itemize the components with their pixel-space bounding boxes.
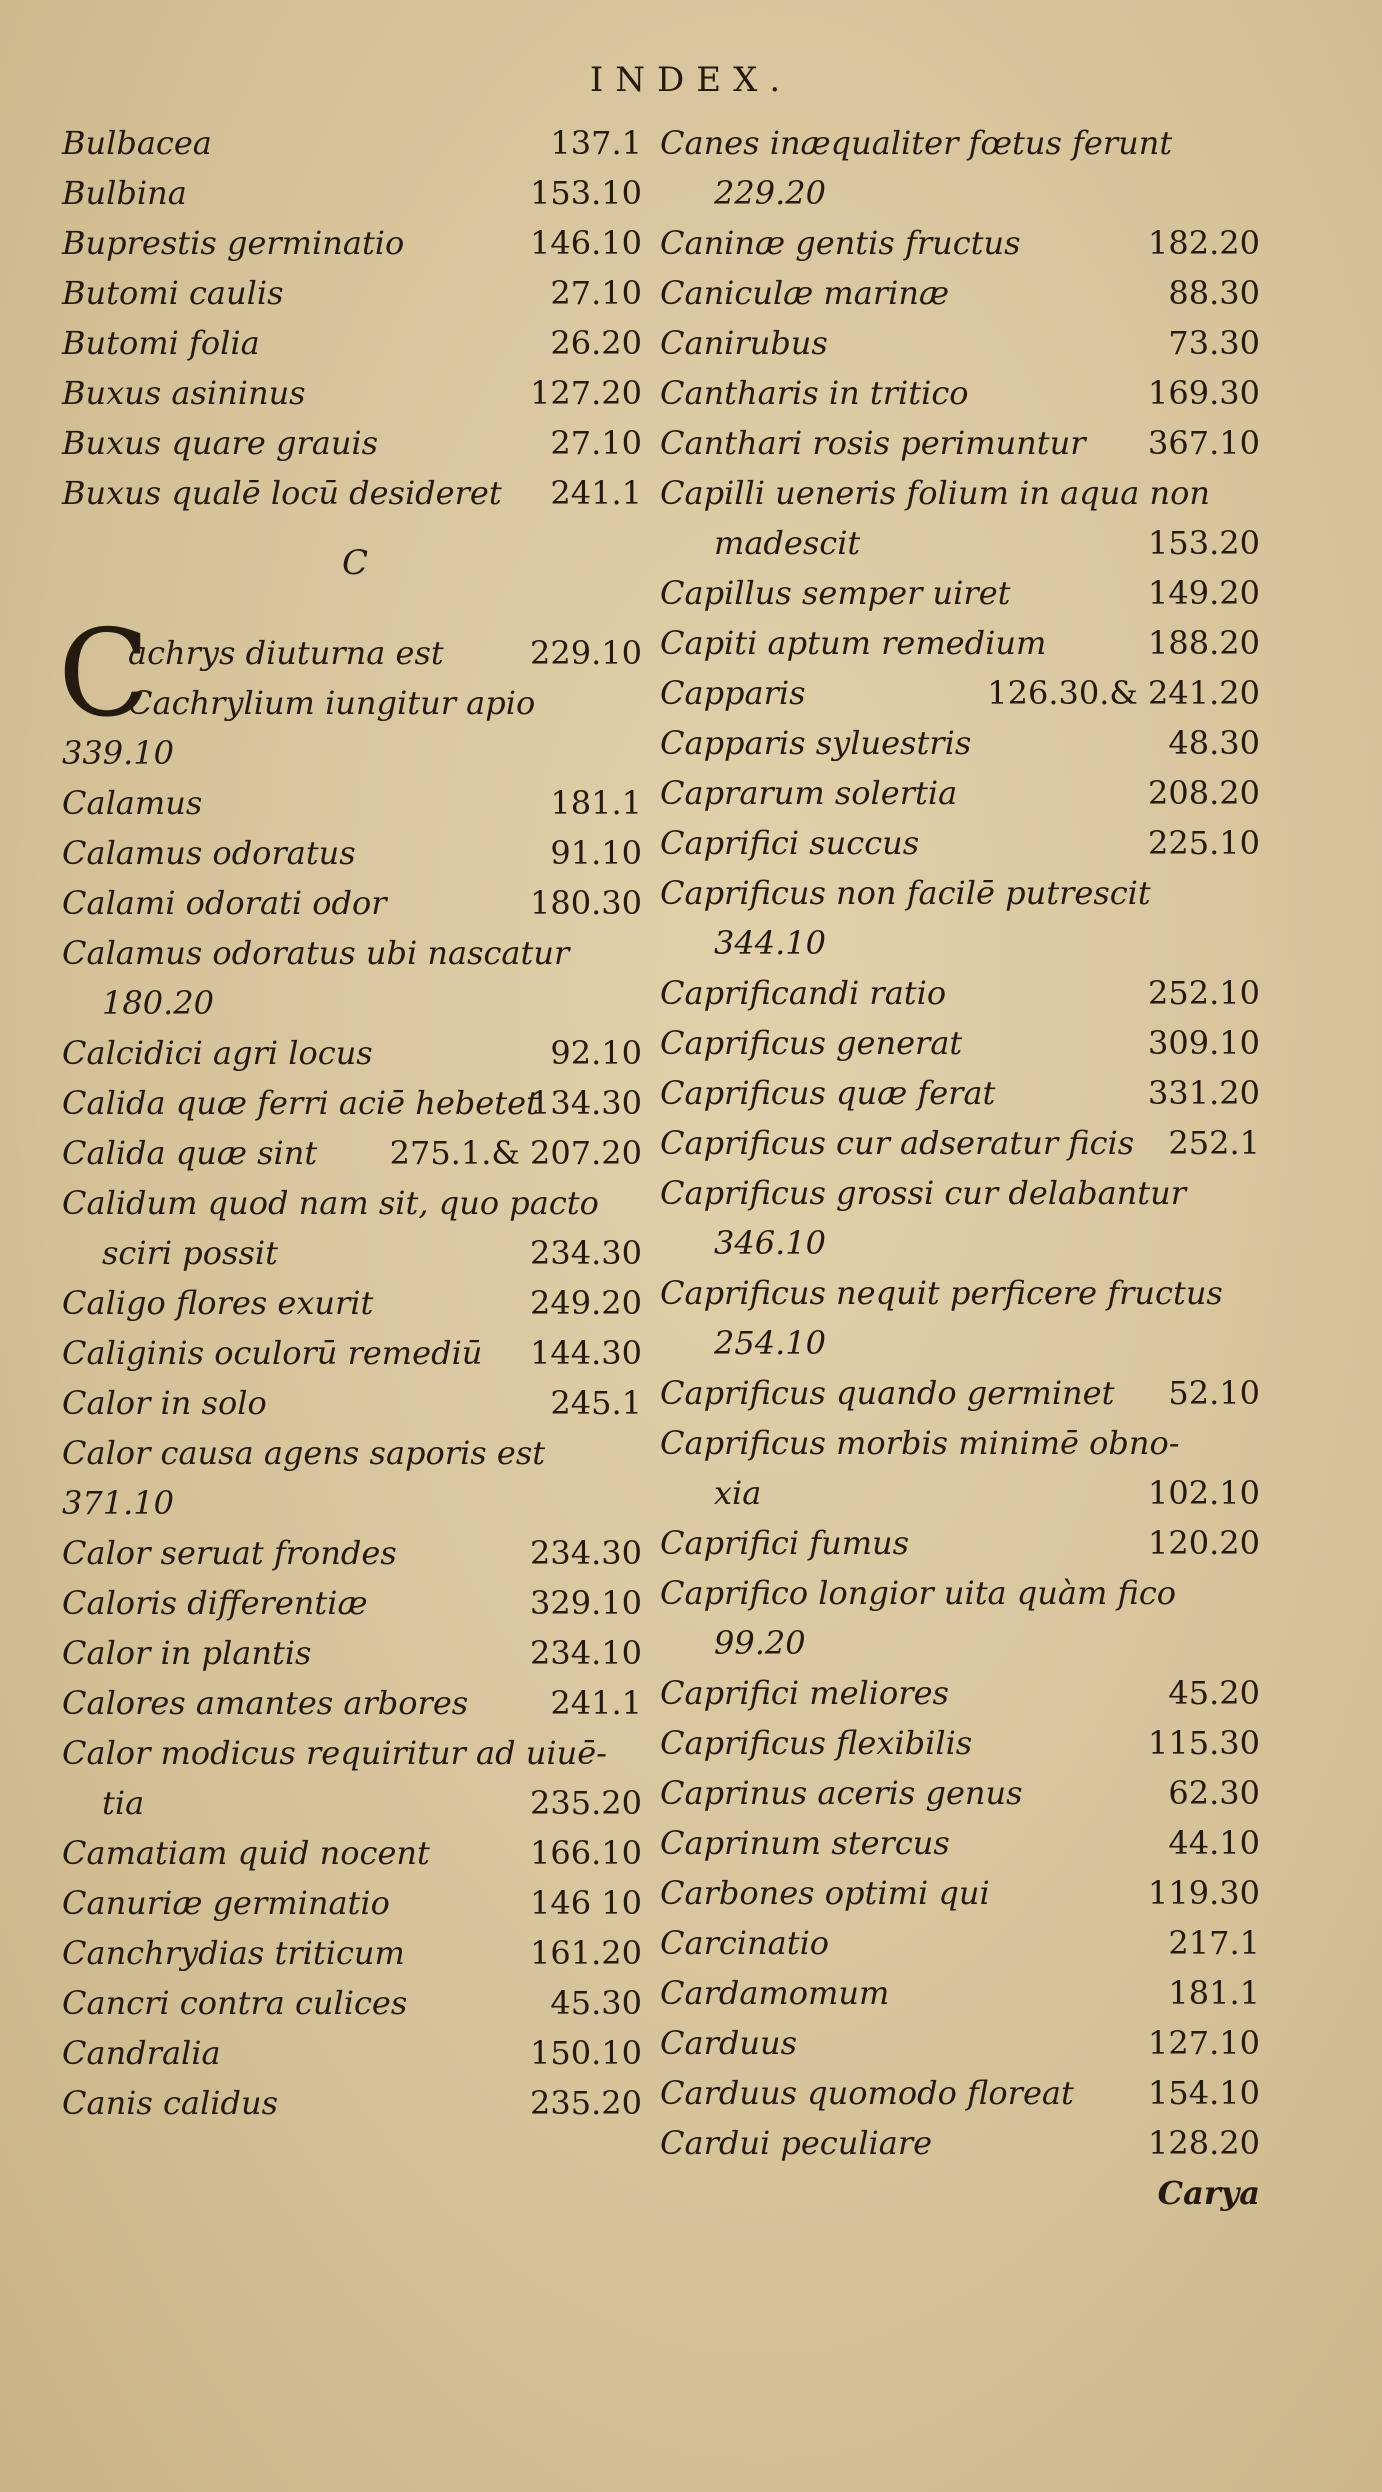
- entry-page: 181.1: [550, 784, 642, 822]
- index-entry: [62, 1728, 642, 1778]
- entry-term: Canuriæ germinatio: [62, 1884, 390, 1922]
- entry-term: Caprificus quando germinet: [660, 1374, 1115, 1412]
- index-entry: [660, 668, 1260, 718]
- entry-term: Caprarum solertia: [660, 774, 958, 812]
- entry-term: Capiti aptum remedium: [660, 624, 1047, 662]
- entry-term: Carcinatio: [660, 1924, 830, 1962]
- entry-term: Cancri contra culices: [62, 1984, 408, 2022]
- index-entry: [660, 1418, 1260, 1468]
- index-entry: [62, 1528, 642, 1578]
- entry-page: 166.10: [530, 1834, 642, 1872]
- entry-page: 137.1: [550, 124, 642, 162]
- entry-term: Cantharis in tritico: [660, 374, 969, 412]
- entry-term: Caprificus morbis minimē obno-: [660, 1424, 1180, 1462]
- entry-page: 234.30: [530, 1234, 642, 1272]
- index-entry: [62, 1478, 642, 1528]
- entry-term: Caprificus non facilē putrescit: [660, 874, 1151, 912]
- left-column: [58, 118, 642, 2128]
- entry-page: 27.10: [550, 424, 642, 462]
- entry-term: Calida quæ ferri aciē hebetet: [62, 1084, 539, 1122]
- entry-page: 144.30: [530, 1334, 642, 1372]
- entry-page: 241.1: [550, 474, 642, 512]
- entry-term: Canes inæqualiter fœtus ferunt: [660, 124, 1173, 162]
- entry-term: Cardamomum: [660, 1974, 890, 2012]
- index-entry: [62, 2078, 642, 2128]
- index-entry: [62, 728, 642, 778]
- index-entry: [660, 768, 1260, 818]
- entry-page: 229.10: [530, 634, 642, 672]
- entry-page: 120.20: [1148, 1524, 1260, 1562]
- entry-term: 180.20: [102, 984, 214, 1022]
- entry-page: 102.10: [1148, 1474, 1260, 1512]
- entry-term: Calamus odoratus ubi nascatur: [62, 934, 570, 972]
- index-entry: [660, 1168, 1260, 1218]
- entry-page: 91.10: [550, 834, 642, 872]
- index-entry: [660, 1818, 1260, 1868]
- entry-page: 153.20: [1148, 524, 1260, 562]
- index-entry: [660, 2118, 1260, 2168]
- index-entry: [62, 1128, 642, 1178]
- index-entry: [660, 1518, 1260, 1568]
- entry-page: 88.30: [1168, 274, 1260, 312]
- entry-term: Calida quæ sint: [62, 1134, 318, 1172]
- index-entry: [660, 568, 1260, 618]
- entry-term: Caprificandi ratio: [660, 974, 947, 1012]
- entry-term: xia: [714, 1474, 762, 1512]
- entry-term: Calor in solo: [62, 1384, 267, 1422]
- entry-page: 126.30.& 241.20: [987, 674, 1260, 712]
- index-entry: [62, 1878, 642, 1928]
- right-column: [660, 118, 1260, 2218]
- section-letter: C: [342, 543, 369, 583]
- index-entry: [660, 1268, 1260, 1318]
- index-entry: [660, 518, 1260, 568]
- entry-term: 229.20: [714, 174, 826, 212]
- entry-page: 309.10: [1148, 1024, 1260, 1062]
- entry-term: Calamus odoratus: [62, 834, 356, 872]
- entry-term: Canchrydias triticum: [62, 1934, 405, 1972]
- entry-page: 169.30: [1148, 374, 1260, 412]
- entry-page: 115.30: [1148, 1724, 1260, 1762]
- entry-term: Calcidici agri locus: [62, 1034, 373, 1072]
- entry-term: Canis calidus: [62, 2084, 278, 2122]
- entry-term: Bulbina: [62, 174, 187, 212]
- index-entry: [62, 828, 642, 878]
- entry-term: 346.10: [714, 1224, 826, 1262]
- entry-term: Caprificus quæ ferat: [660, 1074, 996, 1112]
- entry-page: 26.20: [550, 324, 642, 362]
- index-entry: [660, 168, 1260, 218]
- entry-term: Calor modicus requiritur ad uiuē-: [62, 1734, 607, 1772]
- entry-term: Capparis syluestris: [660, 724, 972, 762]
- entry-term: Calor in plantis: [62, 1634, 312, 1672]
- entry-page: 149.20: [1148, 574, 1260, 612]
- index-entry: [660, 268, 1260, 318]
- entry-page: 153.10: [530, 174, 642, 212]
- entry-page: 329.10: [530, 1584, 642, 1622]
- entry-term: Calami odorati odor: [62, 884, 387, 922]
- index-entry: [660, 818, 1260, 868]
- entry-term: Caprinus aceris genus: [660, 1774, 1023, 1812]
- index-entry: [62, 1178, 642, 1228]
- entry-term: Capillus semper uiret: [660, 574, 1011, 612]
- catchword: Carya: [1157, 2174, 1260, 2212]
- entry-page: 180.30: [530, 884, 642, 922]
- entry-term: Caligo flores exurit: [62, 1284, 374, 1322]
- page-header: INDEX.: [589, 60, 793, 100]
- index-entry: [62, 368, 642, 418]
- index-entry: [660, 1918, 1260, 1968]
- index-entry: [62, 1678, 642, 1728]
- index-entry: [62, 268, 642, 318]
- entry-page: 161.20: [530, 1934, 642, 1972]
- entry-page: 45.20: [1168, 1674, 1260, 1712]
- entry-page: 275.1.& 207.20: [389, 1134, 642, 1172]
- index-entry: [62, 1928, 642, 1978]
- entry-page: 127.20: [530, 374, 642, 412]
- entry-page: 127.10: [1148, 2024, 1260, 2062]
- entry-page: 235.20: [530, 1784, 642, 1822]
- index-entry: [62, 978, 642, 1028]
- index-entry: [62, 1628, 642, 1678]
- entry-term: Caprificus cur adseratur ficis: [660, 1124, 1135, 1162]
- entry-term: achrys diuturna est: [128, 634, 444, 672]
- index-entry: [62, 1028, 642, 1078]
- entry-term: tia: [102, 1784, 145, 1822]
- entry-page: 146.10: [530, 224, 642, 262]
- index-entry: [660, 1568, 1260, 1618]
- index-entry: [62, 318, 642, 368]
- entry-term: Carbones optimi qui: [660, 1874, 990, 1912]
- entry-term: Bulbacea: [62, 124, 212, 162]
- entry-term: Buxus qualē locū desideret: [62, 474, 502, 512]
- index-entry: [62, 1378, 642, 1428]
- entry-term: Calamus: [62, 784, 203, 822]
- index-entry: [660, 918, 1260, 968]
- entry-term: Caloris differentiæ: [62, 1584, 368, 1622]
- entry-term: Calor seruat frondes: [62, 1534, 397, 1572]
- entry-term: Buxus quare grauis: [62, 424, 379, 462]
- entry-page: 128.20: [1148, 2124, 1260, 2162]
- entry-term: Calor causa agens saporis est: [62, 1434, 546, 1472]
- entry-term: Caprifico longior uita quàm fico: [660, 1574, 1177, 1612]
- entry-term: Caprificus nequit perficere fructus: [660, 1274, 1223, 1312]
- entry-term: Butomi caulis: [62, 274, 284, 312]
- entry-page: 234.30: [530, 1534, 642, 1572]
- entry-term: Carduus quomodo floreat: [660, 2074, 1074, 2112]
- entry-term: Caliginis oculorū remediū: [62, 1334, 483, 1372]
- entry-page: 92.10: [550, 1034, 642, 1072]
- entry-term: Camatiam quid nocent: [62, 1834, 430, 1872]
- entry-page: 225.10: [1148, 824, 1260, 862]
- entry-term: sciri possit: [102, 1234, 278, 1272]
- index-entry: [660, 1218, 1260, 1268]
- index-entry: [660, 2068, 1260, 2118]
- entry-page: 252.10: [1148, 974, 1260, 1012]
- entry-page: 44.10: [1168, 1824, 1260, 1862]
- entry-page: 234.10: [530, 1634, 642, 1672]
- entry-page: 73.30: [1168, 324, 1260, 362]
- index-entry: [62, 1278, 642, 1328]
- index-entry: [62, 418, 642, 468]
- index-entry: [62, 678, 642, 728]
- entry-term: Candralia: [62, 2034, 221, 2072]
- index-entry: [660, 218, 1260, 268]
- index-entry: [660, 1968, 1260, 2018]
- index-entry: [660, 1118, 1260, 1168]
- index-entry: [660, 968, 1260, 1018]
- index-entry: [660, 418, 1260, 468]
- index-entry: [62, 168, 642, 218]
- entry-term: Capparis: [660, 674, 806, 712]
- entry-term: Butomi folia: [62, 324, 260, 362]
- index-entry: [62, 468, 642, 518]
- entry-page: 134.30: [530, 1084, 642, 1122]
- index-entry: [660, 1318, 1260, 1368]
- entry-term: Capilli ueneris folium in aqua non: [660, 474, 1210, 512]
- entry-page: 154.10: [1148, 2074, 1260, 2112]
- entry-term: Caprifici fumus: [660, 1524, 910, 1562]
- entry-page: 245.1: [550, 1384, 642, 1422]
- index-entry: [62, 878, 642, 928]
- entry-term: Calidum quod nam sit, quo pacto: [62, 1184, 599, 1222]
- entry-term: Cachrylium iungitur apio: [128, 684, 536, 722]
- entry-term: Calores amantes arbores: [62, 1684, 469, 1722]
- index-entry: [660, 1068, 1260, 1118]
- index-entry: [62, 1778, 642, 1828]
- entry-term: 99.20: [714, 1624, 806, 1662]
- entry-term: Canirubus: [660, 324, 828, 362]
- index-entry: [660, 318, 1260, 368]
- entry-page: 367.10: [1148, 424, 1260, 462]
- index-entry: [62, 218, 642, 268]
- entry-page: 62.30: [1168, 1774, 1260, 1812]
- entry-term: Caprinum stercus: [660, 1824, 950, 1862]
- entry-term: Caniculæ marinæ: [660, 274, 950, 312]
- entry-term: Caprifici meliores: [660, 1674, 949, 1712]
- entry-page: 150.10: [530, 2034, 642, 2072]
- entry-term: 339.10: [62, 734, 174, 772]
- entry-term: Canthari rosis perimuntur: [660, 424, 1086, 462]
- entry-page: 27.10: [550, 274, 642, 312]
- index-entry: [660, 1368, 1260, 1418]
- index-entry: [660, 1468, 1260, 1518]
- entry-page: 182.20: [1148, 224, 1260, 262]
- index-entry: [660, 618, 1260, 668]
- entry-page: 249.20: [530, 1284, 642, 1322]
- index-entry: [62, 778, 642, 828]
- entry-page: 119.30: [1148, 1874, 1260, 1912]
- index-entry: [62, 2028, 642, 2078]
- index-entry: [62, 1328, 642, 1378]
- entry-term: Caninæ gentis fructus: [660, 224, 1021, 262]
- index-entry: [660, 718, 1260, 768]
- entry-term: 254.10: [714, 1324, 826, 1362]
- catchword-row: [660, 2168, 1260, 2218]
- entry-page: 146 10: [530, 1884, 642, 1922]
- entry-page: 241.1: [550, 1684, 642, 1722]
- index-entry: [660, 1668, 1260, 1718]
- index-entry: [62, 1578, 642, 1628]
- entry-page: 252.1: [1168, 1124, 1260, 1162]
- entry-term: Caprificus generat: [660, 1024, 963, 1062]
- entry-page: 208.20: [1148, 774, 1260, 812]
- entry-term: Cardui peculiare: [660, 2124, 933, 2162]
- entry-term: 344.10: [714, 924, 826, 962]
- entry-term: madescit: [714, 524, 861, 562]
- entry-term: Caprificus flexibilis: [660, 1724, 973, 1762]
- index-entry: [660, 368, 1260, 418]
- entry-page: 331.20: [1148, 1074, 1260, 1112]
- index-entry: [62, 1428, 642, 1478]
- index-entry: [660, 1018, 1260, 1068]
- entry-term: Carduus: [660, 2024, 797, 2062]
- index-entry: [62, 1078, 642, 1128]
- entry-term: Caprificus grossi cur delabantur: [660, 1174, 1187, 1212]
- entry-page: 181.1: [1168, 1974, 1260, 2012]
- index-entry: [62, 118, 642, 168]
- entry-page: 188.20: [1148, 624, 1260, 662]
- entry-term: Buprestis germinatio: [62, 224, 405, 262]
- entry-page: 52.10: [1168, 1374, 1260, 1412]
- index-entry: [62, 1978, 642, 2028]
- index-entry: [62, 928, 642, 978]
- index-entry: [660, 1618, 1260, 1668]
- index-entry: [660, 118, 1260, 168]
- index-entry: [660, 2018, 1260, 2068]
- index-entry: [660, 868, 1260, 918]
- entry-term: Caprifici succus: [660, 824, 920, 862]
- index-entry: [660, 1718, 1260, 1768]
- entry-page: 217.1: [1168, 1924, 1260, 1962]
- index-entry: [660, 1768, 1260, 1818]
- entry-page: 48.30: [1168, 724, 1260, 762]
- entry-page: 45.30: [550, 1984, 642, 2022]
- entry-term: Buxus asininus: [62, 374, 306, 412]
- entry-page: 235.20: [530, 2084, 642, 2122]
- index-entry: [660, 1868, 1260, 1918]
- drop-cap: C: [58, 605, 150, 744]
- index-entry: [660, 468, 1260, 518]
- entry-term: 371.10: [62, 1484, 174, 1522]
- index-entry: [62, 1228, 642, 1278]
- index-entry: [62, 1828, 642, 1878]
